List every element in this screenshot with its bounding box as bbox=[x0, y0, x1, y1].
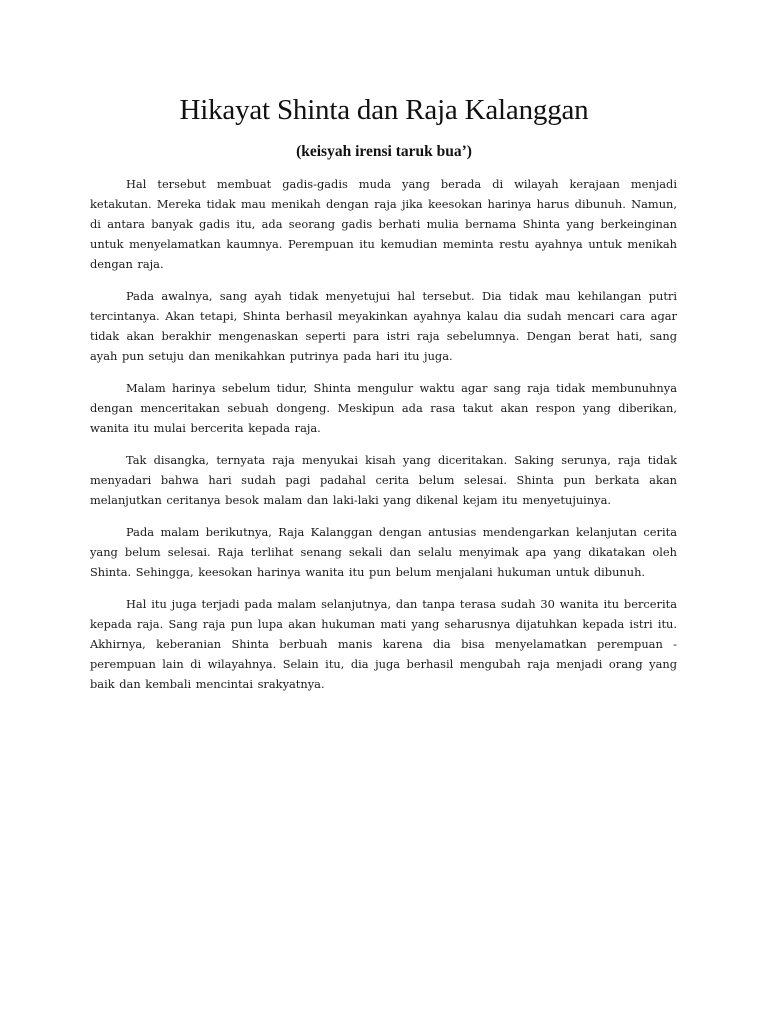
document-subtitle: (keisyah irensi taruk bua’) bbox=[296, 143, 472, 160]
paragraph-1: Hal tersebut membuat gadis-gadis muda yang berada di wilayah kerajaan menjadi ketakutan. Mereka tidak mau menikah dengan raja jika keesokan harinya harus dibunuh. Namun, di antara banyak gadis itu, ada seorang gadis berhati mulia bernama Shinta yang berkeinginan untuk menyelamatkan kaumnya. Perempuan itu kemudian meminta restu ayahnya untuk menikah dengan raja. bbox=[90, 177, 677, 271]
paragraph-6: Hal itu juga terjadi pada malam selanjutnya, dan tanpa terasa sudah 30 wanita itu bercerita kepada raja. Sang raja pun lupa akan hukuman mati yang seharusnya dijatuhkan kepada istri itu. Akhirnya, keberanian Shinta berbuah manis karena dia bisa menyelamatkan perempuan - perempuan lain di wilayahnya. Selain itu, dia juga berhasil mengubah raja menjadi orang yang baik dan kembali mencintai srakyatnya. bbox=[90, 597, 677, 691]
paragraph-2: Pada awalnya, sang ayah tidak menyetujui hal tersebut. Dia tidak mau kehilangan putri tercintanya. Akan tetapi, Shinta berhasil meyakinkan ayahnya kalau dia sudah mencari cara agar tidak akan berakhir mengenaskan seperti para istri raja sebelumnya. Dengan berat hati, sang ayah pun setuju dan menikahkan putrinya pada hari itu juga. bbox=[90, 289, 677, 363]
document-body bbox=[90, 174, 677, 706]
document-title: Hikayat Shinta dan Raja Kalanggan bbox=[179, 94, 589, 126]
paragraph-3: Malam harinya sebelum tidur, Shinta mengulur waktu agar sang raja tidak membunuhnya dengan menceritakan sebuah dongeng. Meskipun ada rasa takut akan respon yang diberikan, wanita itu mulai bercerita kepada raja. bbox=[90, 381, 677, 435]
paragraph-4: Tak disangka, ternyata raja menyukai kisah yang diceritakan. Saking serunya, raja tidak menyadari bahwa hari sudah pagi padahal cerita belum selesai. Shinta pun berkata akan melanjutkan ceritanya besok malam dan laki-laki yang dikenal kejam itu menyetujuinya. bbox=[90, 453, 677, 507]
paragraph-5: Pada malam berikutnya, Raja Kalanggan dengan antusias mendengarkan kelanjutan cerita yang belum selesai. Raja terlihat senang sekali dan selalu menyimak apa yang dikatakan oleh Shinta. Sehingga, keesokan harinya wanita itu pun belum menjalani hukuman untuk dibunuh. bbox=[90, 525, 677, 579]
